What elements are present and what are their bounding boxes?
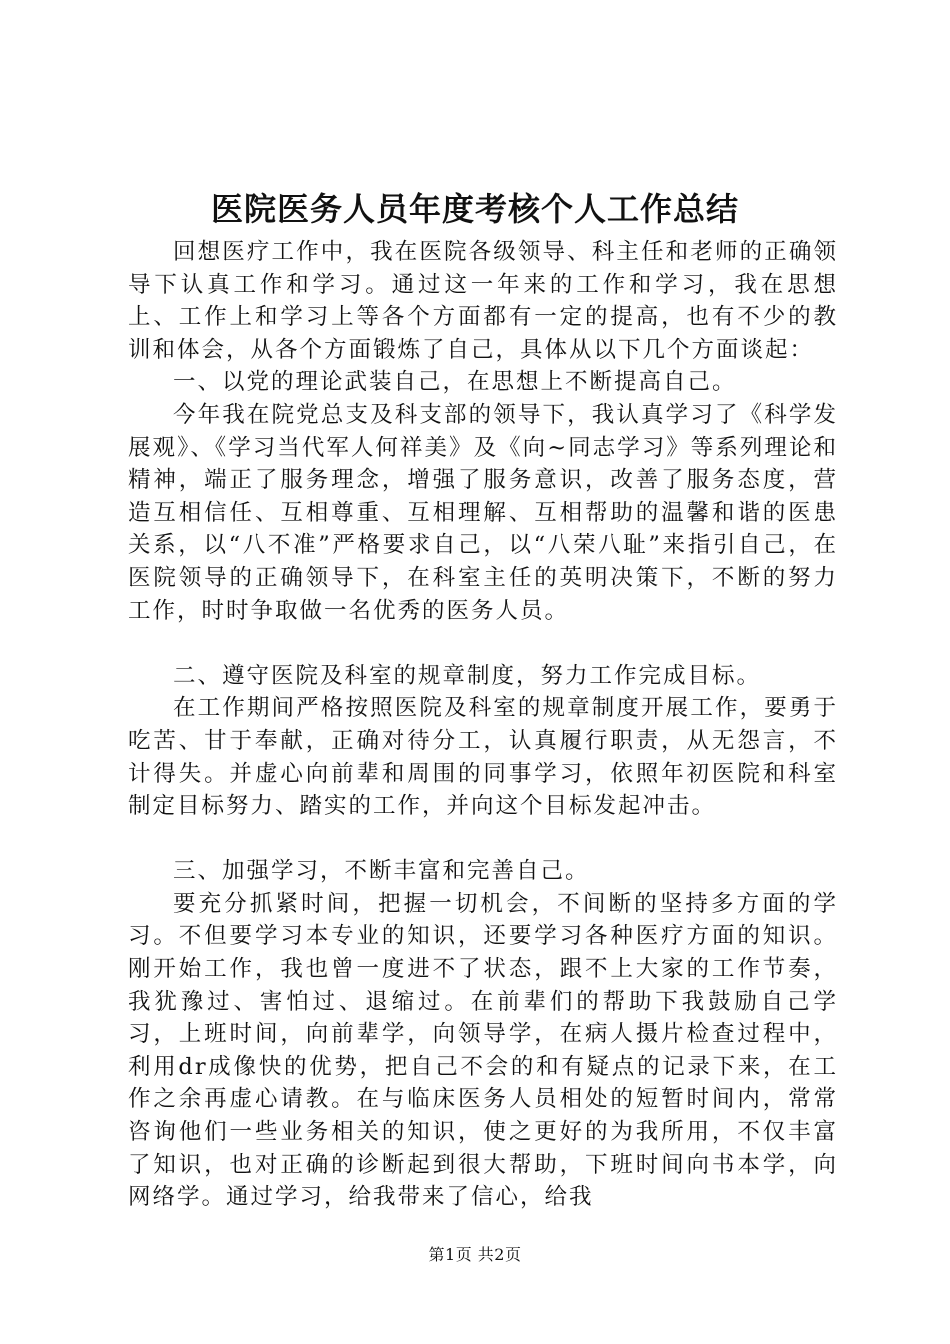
section-heading-3: 三、加强学习，不断丰富和完善自己。 xyxy=(173,858,590,885)
section-heading-1: 一、以党的理论武装自己，在思想上不断提高自己。 xyxy=(173,369,737,396)
document-title: 医院医务人员年度考核个人工作总结 xyxy=(210,190,739,228)
section-1-paragraph: 今年我在院党总支及科支部的领导下，我认真学习了《科学发展观》、《学习当代军人何祥美》及《向~同志学习》等系列理论和精神，端正了服务理念，增强了服务意识，改善了服务态度，营造互相信任、互相尊重、互相理解、互相帮助的温馨和谐的医患关系，以“八不准”严格要求自己，以“八荣八耻”来指引自己，在医院领导的正确领导下，在科室主任的英明决策下，不断的努力工作，时时争取做一名优秀的医务人员。 xyxy=(128,401,838,624)
document-body xyxy=(128,236,838,1214)
section-3-paragraph: 要充分抓紧时间，把握一切机会，不间断的坚持多方面的学习。不但要学习本专业的知识，还要学习各种医疗方面的知识。刚开始工作，我也曾一度进不了状态，跟不上大家的工作节奏，我犹豫过、害怕过、退缩过。在前辈们的帮助下我鼓励自己学习，上班时间，向前辈学，向领导学，在病人摄片检查过程中，利用dr成像快的优势，把自己不会的和有疑点的记录下来，在工作之余再虚心请教。在与临床医务人员相处的短暂时间内，常常咨询他们一些业务相关的知识，使之更好的为我所用，不仅丰富了知识，也对正确的诊断起到很大帮助，下班时间向书本学，向网络学。通过学习，给我带来了信心，给我 xyxy=(128,890,838,1211)
intro-paragraph: 回想医疗工作中，我在医院各级领导、科主任和老师的正确领导下认真工作和学习。通过这一年来的工作和学习，我在思想上、工作上和学习上等各个方面都有一定的提高，也有不少的教训和体会，从各个方面锻炼了自己，具体从以下几个方面谈起： xyxy=(128,239,838,363)
section-heading-2: 二、遵守医院及科室的规章制度，努力工作完成目标。 xyxy=(173,662,762,689)
page-indicator: 第1页 共2页 xyxy=(428,1245,522,1264)
section-2-paragraph: 在工作期间严格按照医院及科室的规章制度开展工作，要勇于吃苦、甘于奉献，正确对待分工，认真履行职责，从无怨言，不计得失。并虚心向前辈和周围的同事学习，依照年初医院和科室制定目标努力、踏实的工作，并向这个目标发起冲击。 xyxy=(128,695,838,820)
